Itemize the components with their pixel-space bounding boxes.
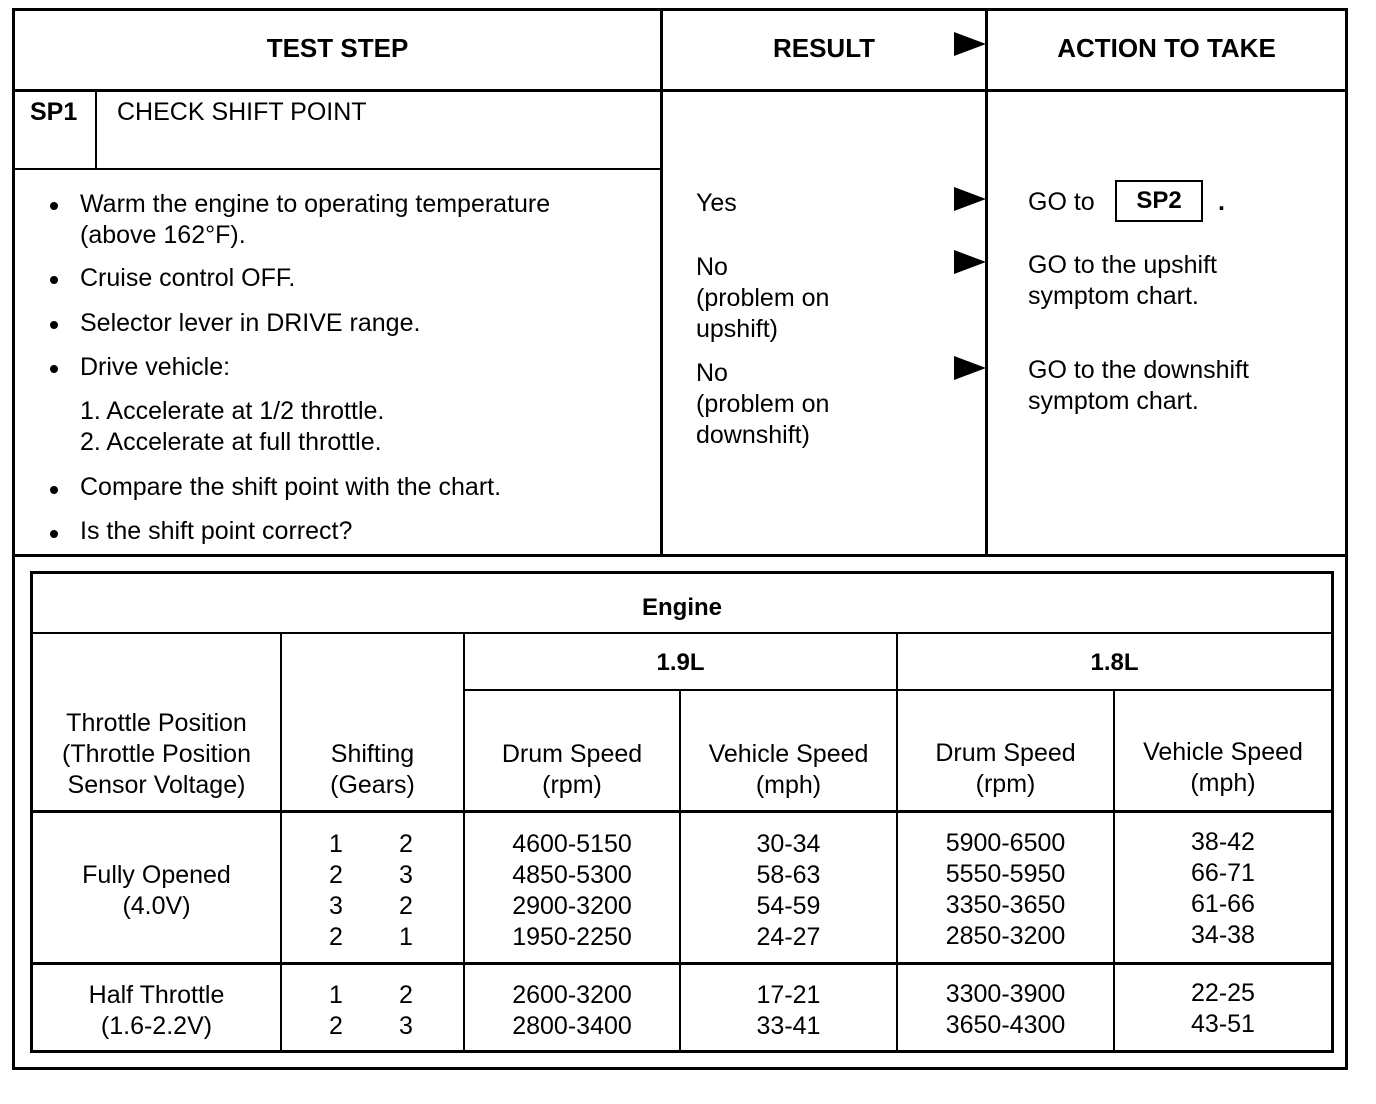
veh-18-header-line-1: Vehicle Speed — [1143, 738, 1303, 766]
result-yes: Yes — [696, 189, 737, 217]
chart-drum-19-header — [465, 739, 679, 801]
full-veh-18 — [1115, 827, 1331, 951]
action-goto-sp2-button[interactable]: SP2 — [1115, 180, 1203, 222]
drum-19-value: 4850-5300 — [512, 861, 632, 889]
result-no-downshift: No — [696, 359, 728, 387]
shifting-header-line-2: (Gears) — [330, 771, 415, 799]
instruction-sub-full-throttle: 2. Accelerate at full throttle. — [80, 428, 382, 456]
veh-19-value: 33-41 — [756, 1012, 821, 1040]
veh-18-value: 61-66 — [1191, 890, 1255, 918]
drum-19-value: 2900-3200 — [512, 892, 632, 920]
row-fully-opened-label — [33, 860, 280, 922]
veh-18-value: 43-51 — [1191, 1010, 1255, 1038]
chart-engine-18-header: 1.8L — [1090, 649, 1139, 676]
chart-engine-rule — [30, 632, 1334, 634]
shift-from: 1 — [329, 981, 343, 1009]
veh-19-value: 54-59 — [756, 892, 821, 920]
drum-19-value: 2800-3400 — [512, 1012, 632, 1040]
half-shift-to — [386, 980, 426, 1042]
half-drum-19 — [465, 980, 679, 1042]
result-no-downshift-3: downshift) — [696, 421, 810, 449]
instruction-warm-engine-2: (above 162°F). — [80, 221, 246, 249]
col-divider-2 — [985, 8, 988, 556]
veh-19-header-line-2: (mph) — [755, 771, 822, 799]
col-divider-1 — [660, 8, 663, 556]
shift-to: 1 — [399, 923, 413, 951]
step-id: SP1 — [30, 98, 78, 126]
result-no-upshift-2: (problem on — [696, 284, 830, 312]
instruction-cruise-control: Cruise control OFF. — [80, 264, 296, 292]
veh-19-value: 30-34 — [756, 830, 821, 858]
header-test-step: TEST STEP — [266, 33, 409, 63]
throttle-header-line-3: Sensor Voltage) — [67, 771, 246, 799]
outer-bottom-border — [12, 1067, 1348, 1070]
half-drum-18 — [898, 979, 1113, 1041]
drum-19-header-line-1: Drum Speed — [501, 740, 643, 768]
fully-opened-label-line-2: (4.0V) — [122, 892, 191, 920]
chart-col-divider-a — [280, 632, 282, 1052]
chart-throttle-header — [33, 708, 280, 801]
header-action: ACTION TO TAKE — [1057, 33, 1276, 63]
chart-engine-size-rule — [463, 689, 1334, 691]
full-shift-to — [386, 829, 426, 953]
drum-19-value: 1950-2250 — [512, 923, 632, 951]
procedure-bottom-rule — [12, 554, 1348, 557]
step-title: CHECK SHIFT POINT — [117, 98, 367, 126]
instruction-question: Is the shift point correct? — [80, 517, 353, 545]
drum-18-header-line-1: Drum Speed — [935, 739, 1076, 767]
shift-to: 2 — [399, 981, 413, 1009]
veh-18-header-line-2: (mph) — [1190, 769, 1256, 797]
shift-from: 2 — [329, 923, 343, 951]
chart-engine-header: Engine — [641, 594, 722, 621]
drum-19-header-line-2: (rpm) — [542, 771, 602, 799]
full-shift-from — [316, 829, 356, 953]
shift-to: 3 — [399, 861, 413, 889]
action-downshift-2[interactable]: symptom chart. — [1028, 387, 1199, 415]
drum-18-value: 2850-3200 — [945, 922, 1066, 950]
result-no-upshift-3: upshift) — [696, 315, 778, 343]
bullet-icon — [50, 276, 58, 284]
throttle-header-line-2: (Throttle Position — [62, 740, 251, 768]
outer-right-border — [1345, 8, 1348, 1070]
bullet-icon — [50, 486, 58, 494]
half-throttle-label-line-2: (1.6-2.2V) — [100, 1012, 213, 1040]
instruction-compare: Compare the shift point with the chart. — [80, 473, 502, 501]
half-shift-from — [316, 980, 356, 1042]
fully-opened-label-line-1: Fully Opened — [82, 861, 231, 889]
veh-18-value: 66-71 — [1191, 859, 1255, 887]
chart-top-border — [30, 571, 1334, 574]
row-half-throttle-label — [33, 980, 280, 1042]
drum-19-value: 4600-5150 — [512, 830, 632, 858]
chart-veh-18-header — [1115, 737, 1331, 799]
chart-drum-18-header — [898, 738, 1113, 800]
chart-row-divider — [30, 962, 1334, 965]
chart-header-bottom-rule — [30, 810, 1334, 813]
shifting-header-line-1: Shifting — [330, 740, 415, 768]
drum-18-value: 3350-3650 — [945, 891, 1066, 919]
half-throttle-label-line-1: Half Throttle — [88, 981, 225, 1009]
drum-18-value: 5900-6500 — [945, 829, 1066, 857]
half-veh-19 — [681, 980, 896, 1042]
full-drum-18 — [898, 828, 1113, 952]
shift-from: 3 — [329, 892, 343, 920]
shift-from: 2 — [329, 861, 343, 889]
drum-18-header-line-2: (rpm) — [975, 770, 1036, 798]
chart-engine-19-header: 1.9L — [656, 649, 705, 676]
veh-19-value: 24-27 — [756, 923, 821, 951]
step-title-bottom-rule — [12, 168, 662, 170]
instruction-drive-vehicle: Drive vehicle: — [80, 353, 231, 381]
result-no-downshift-2: (problem on — [696, 390, 830, 418]
bullet-icon — [50, 202, 58, 210]
drum-18-value: 5550-5950 — [945, 860, 1066, 888]
bullet-icon — [50, 365, 58, 373]
chart-shifting-header — [282, 739, 463, 801]
veh-19-value: 58-63 — [756, 861, 821, 889]
header-arrow-icon — [954, 32, 986, 56]
result-arrow-icon — [954, 187, 986, 211]
shift-to: 3 — [399, 1012, 413, 1040]
step-id-divider — [95, 91, 97, 169]
instruction-warm-engine: Warm the engine to operating temperature — [80, 190, 551, 218]
action-upshift-2[interactable]: symptom chart. — [1028, 282, 1199, 310]
chart-veh-19-header — [681, 739, 896, 801]
veh-18-value: 34-38 — [1191, 921, 1255, 949]
instruction-selector-lever: Selector lever in DRIVE range. — [80, 309, 421, 337]
veh-19-value: 17-21 — [756, 981, 821, 1009]
veh-18-value: 38-42 — [1191, 828, 1255, 856]
action-goto-prefix: GO to — [1028, 188, 1095, 216]
drum-19-value: 2600-3200 — [512, 981, 632, 1009]
veh-18-value: 22-25 — [1191, 979, 1255, 1007]
action-upshift[interactable]: GO to the upshift — [1028, 251, 1217, 279]
half-veh-18 — [1115, 978, 1331, 1040]
shift-from: 1 — [329, 830, 343, 858]
drum-18-value: 3300-3900 — [945, 980, 1066, 1008]
action-downshift[interactable]: GO to the downshift — [1028, 356, 1249, 384]
shift-to: 2 — [399, 830, 413, 858]
header-result: RESULT — [772, 33, 876, 63]
full-drum-19 — [465, 829, 679, 953]
bullet-icon — [50, 321, 58, 329]
result-arrow-icon — [954, 356, 986, 380]
throttle-header-line-1: Throttle Position — [66, 709, 247, 737]
result-no-upshift: No — [696, 253, 728, 281]
result-arrow-icon — [954, 250, 986, 274]
bullet-icon — [50, 530, 58, 538]
shift-to: 2 — [399, 892, 413, 920]
full-veh-19 — [681, 829, 896, 953]
outer-top-border — [12, 8, 1348, 11]
chart-bottom-border — [30, 1050, 1334, 1053]
shift-from: 2 — [329, 1012, 343, 1040]
instruction-sub-half-throttle: 1. Accelerate at 1/2 throttle. — [80, 397, 385, 425]
veh-19-header-line-1: Vehicle Speed — [708, 740, 869, 768]
header-bottom-rule — [12, 89, 1348, 92]
drum-18-value: 3650-4300 — [945, 1011, 1066, 1039]
action-goto-suffix: . — [1218, 188, 1225, 216]
